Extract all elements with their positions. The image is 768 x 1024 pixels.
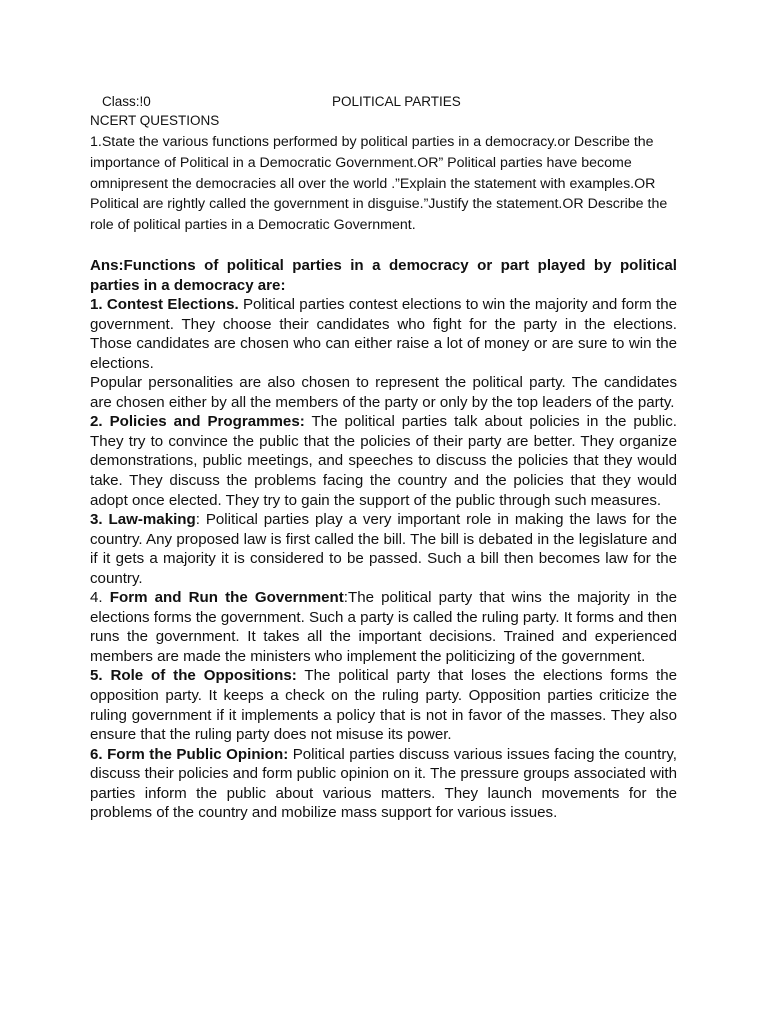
- point-text: Popular personalities are also chosen to represent the political party. The candidates are chosen either by all the members of the party or only by the top leaders of the party.: [90, 374, 677, 411]
- point-number: 4.: [90, 589, 110, 607]
- answer-point: [90, 373, 677, 412]
- answer-point: [90, 510, 677, 588]
- point-heading: Form and Run the Government: [109, 589, 344, 607]
- point-text: The political party that loses the elections forms the opposition party. It keeps a check on the ruling party. Opposition parties criticize the ruling government if it implements a policy that is not in favor of the masses. They also ensure that the ruling party does not misuse its power.: [90, 667, 677, 744]
- point-heading: 6. Form the Public Opinion:: [90, 745, 289, 763]
- point-heading: 5. Role of the Oppositions:: [90, 667, 297, 685]
- page-title: POLITICAL PARTIES: [332, 94, 461, 109]
- point-text: : Political parties play a very important role in making the laws for the country. Any proposed law is first called the bill. The bill is debated in the legislature and if it gets a majority it is considered to be passed. Such a bill then becomes law for the country.: [90, 511, 677, 587]
- point-text: :The political party that wins the majority in the elections forms the government. Such a party is called the ruling party. It forms and then runs the government. It takes all the important decisions. Trained and experienced members are made the ministers who implement the politicizing of the government.: [90, 589, 677, 665]
- answer-point: [90, 588, 677, 666]
- point-heading: 2. Policies and Programmes:: [90, 413, 305, 431]
- point-heading: 3. Law-making: [90, 511, 196, 529]
- answer-point: [90, 295, 677, 373]
- answer-heading: Ans:Functions of political parties in a democracy or part played by political parties in a democracy are:: [90, 257, 677, 294]
- answer-point: [90, 666, 677, 744]
- point-text: Political parties contest elections to win the majority and form the government. They choose their candidates who fight for the party in the elections. Those candidates are chosen who can either raise a lot of money or are sure to win the elections.: [90, 296, 677, 372]
- answer-point: [90, 745, 677, 823]
- question-text: 1.State the various functions performed by political parties in a democracy.or Describe the importance of Political in a Democratic Government.OR” Political parties have become omnipresent the democracies all over the world .”Explain the statement with examples.OR Political are rightly called the government in disguise.”Justify the statement.OR Describe the role of political parties in a Democratic Government.: [90, 134, 668, 234]
- document-header: [90, 94, 680, 112]
- point-heading: 1. Contest Elections.: [90, 296, 239, 314]
- answer-point: [90, 412, 677, 510]
- class-label: Class:!0: [102, 94, 151, 109]
- point-text: Political parties discuss various issues facing the country, discuss their policies and form public opinion on it. The pressure groups associated with parties inform the public about various matters. They launch movements for the problems of the country and mobilize mass support for various issues.: [90, 745, 677, 822]
- section-label: NCERT QUESTIONS: [90, 113, 220, 128]
- answer-block: [90, 256, 677, 823]
- point-text: The political parties talk about policies in the public. They try to convince the public that the policies of their party are better. They organize demonstrations, public meetings, and speeches to discuss the policies that they would take. They discuss the problems facing the country and the policies that they would adopt once elected. They try to gain the support of the public through such measures.: [90, 413, 677, 509]
